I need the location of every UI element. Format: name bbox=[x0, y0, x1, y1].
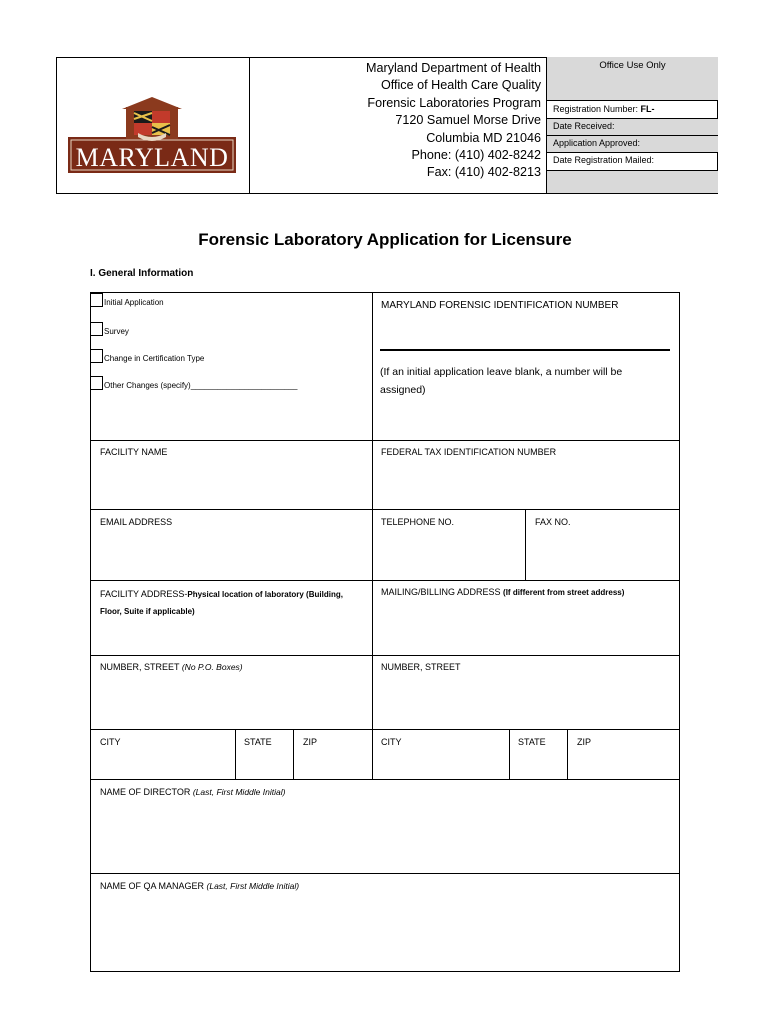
divider bbox=[509, 729, 510, 779]
facility-address-title: FACILITY ADDRESS- bbox=[100, 589, 188, 599]
qa-manager-note: (Last, First Middle Initial) bbox=[206, 881, 300, 891]
office-use-blank-row bbox=[547, 171, 718, 193]
checkbox-label: Other Changes (specify)________________________ bbox=[104, 381, 298, 390]
fin-underline bbox=[380, 349, 670, 351]
divider bbox=[91, 779, 679, 780]
checkbox-initial-application[interactable] bbox=[90, 293, 164, 307]
divider bbox=[372, 293, 373, 779]
director-label bbox=[100, 787, 285, 797]
address-line: 7120 Samuel Morse Drive bbox=[395, 113, 541, 128]
number-street-title: NUMBER, STREET bbox=[100, 662, 182, 672]
checkbox-label: Initial Application bbox=[104, 298, 164, 307]
facility-address-note-2: Floor, Suite if applicable) bbox=[100, 607, 195, 616]
divider bbox=[91, 440, 679, 441]
address-line: Office of Health Care Quality bbox=[380, 78, 541, 93]
address-line: Forensic Laboratories Program bbox=[367, 95, 541, 110]
form-title: Forensic Laboratory Application for Licensure bbox=[198, 230, 572, 249]
state-right-label: STATE bbox=[518, 737, 546, 747]
address-line: Phone: (410) 402-8242 bbox=[411, 148, 541, 163]
registration-number-label: Registration Number: bbox=[553, 104, 641, 114]
checkbox-label: Change in Certification Type bbox=[104, 354, 205, 363]
facility-address-label bbox=[100, 589, 343, 599]
fin-help-text: (If an initial application leave blank, a number will be assigned) bbox=[380, 366, 623, 396]
number-street-left-label bbox=[100, 662, 243, 672]
logo-text: MARYLAND bbox=[75, 143, 229, 172]
city-left-label: CITY bbox=[100, 737, 121, 747]
checkbox-box[interactable] bbox=[90, 293, 103, 307]
address-line: Maryland Department of Health bbox=[366, 61, 541, 75]
divider bbox=[91, 729, 679, 730]
facility-name-label: FACILITY NAME bbox=[100, 447, 168, 457]
checkbox-box[interactable] bbox=[90, 349, 103, 363]
address-line: Fax: (410) 402-8213 bbox=[426, 165, 541, 180]
director-note: (Last, First Middle Initial) bbox=[192, 787, 286, 797]
section-heading: I. General Information bbox=[90, 268, 194, 279]
divider bbox=[91, 580, 679, 581]
facility-address-note: Physical location of laboratory (Building, bbox=[187, 590, 343, 599]
mailing-address-label bbox=[381, 587, 624, 597]
agency-address bbox=[250, 57, 547, 194]
checkbox-box[interactable] bbox=[90, 322, 103, 336]
checkbox-survey[interactable] bbox=[90, 322, 129, 336]
checkbox-label: Survey bbox=[104, 327, 129, 336]
divider bbox=[235, 729, 236, 779]
divider bbox=[91, 655, 679, 656]
registration-number-row bbox=[547, 101, 718, 119]
zip-right-label: ZIP bbox=[577, 737, 592, 747]
fax-label: FAX NO. bbox=[535, 517, 571, 527]
email-label: EMAIL ADDRESS bbox=[100, 517, 173, 527]
address-line: Columbia MD 21046 bbox=[426, 130, 541, 145]
divider bbox=[525, 509, 526, 580]
federal-tax-id-label: FEDERAL TAX IDENTIFICATION NUMBER bbox=[381, 447, 557, 457]
telephone-label: TELEPHONE NO. bbox=[381, 517, 455, 527]
divider bbox=[91, 873, 679, 874]
city-right-label: CITY bbox=[381, 737, 402, 747]
no-po-boxes-note: (No P.O. Boxes) bbox=[181, 662, 243, 672]
maryland-logo bbox=[68, 97, 236, 175]
checkbox-other-changes[interactable] bbox=[90, 376, 297, 390]
mailing-address-title: MAILING/BILLING ADDRESS bbox=[381, 587, 504, 597]
registration-number-prefix: FL- bbox=[640, 104, 655, 114]
fin-label: MARYLAND FORENSIC IDENTIFICATION NUMBER bbox=[381, 300, 619, 311]
qa-manager-label bbox=[100, 881, 299, 891]
checkbox-change-certification[interactable] bbox=[90, 349, 204, 363]
office-use-only-title: Office Use Only bbox=[547, 57, 718, 101]
facility-address-note-line2 bbox=[100, 606, 195, 616]
state-left-label: STATE bbox=[244, 737, 272, 747]
zip-left-label: ZIP bbox=[303, 737, 318, 747]
divider bbox=[567, 729, 568, 779]
checkbox-box[interactable] bbox=[90, 376, 103, 390]
mailing-address-note: (If different from street address) bbox=[503, 588, 625, 597]
date-registration-mailed-row: Date Registration Mailed: bbox=[547, 153, 718, 171]
divider bbox=[91, 509, 679, 510]
application-approved-row: Application Approved: bbox=[547, 136, 718, 153]
divider bbox=[293, 729, 294, 779]
date-received-row: Date Received: bbox=[547, 119, 718, 136]
director-title: NAME OF DIRECTOR bbox=[100, 787, 193, 797]
qa-manager-title: NAME OF QA MANAGER bbox=[100, 881, 207, 891]
number-street-right-label: NUMBER, STREET bbox=[381, 662, 461, 672]
